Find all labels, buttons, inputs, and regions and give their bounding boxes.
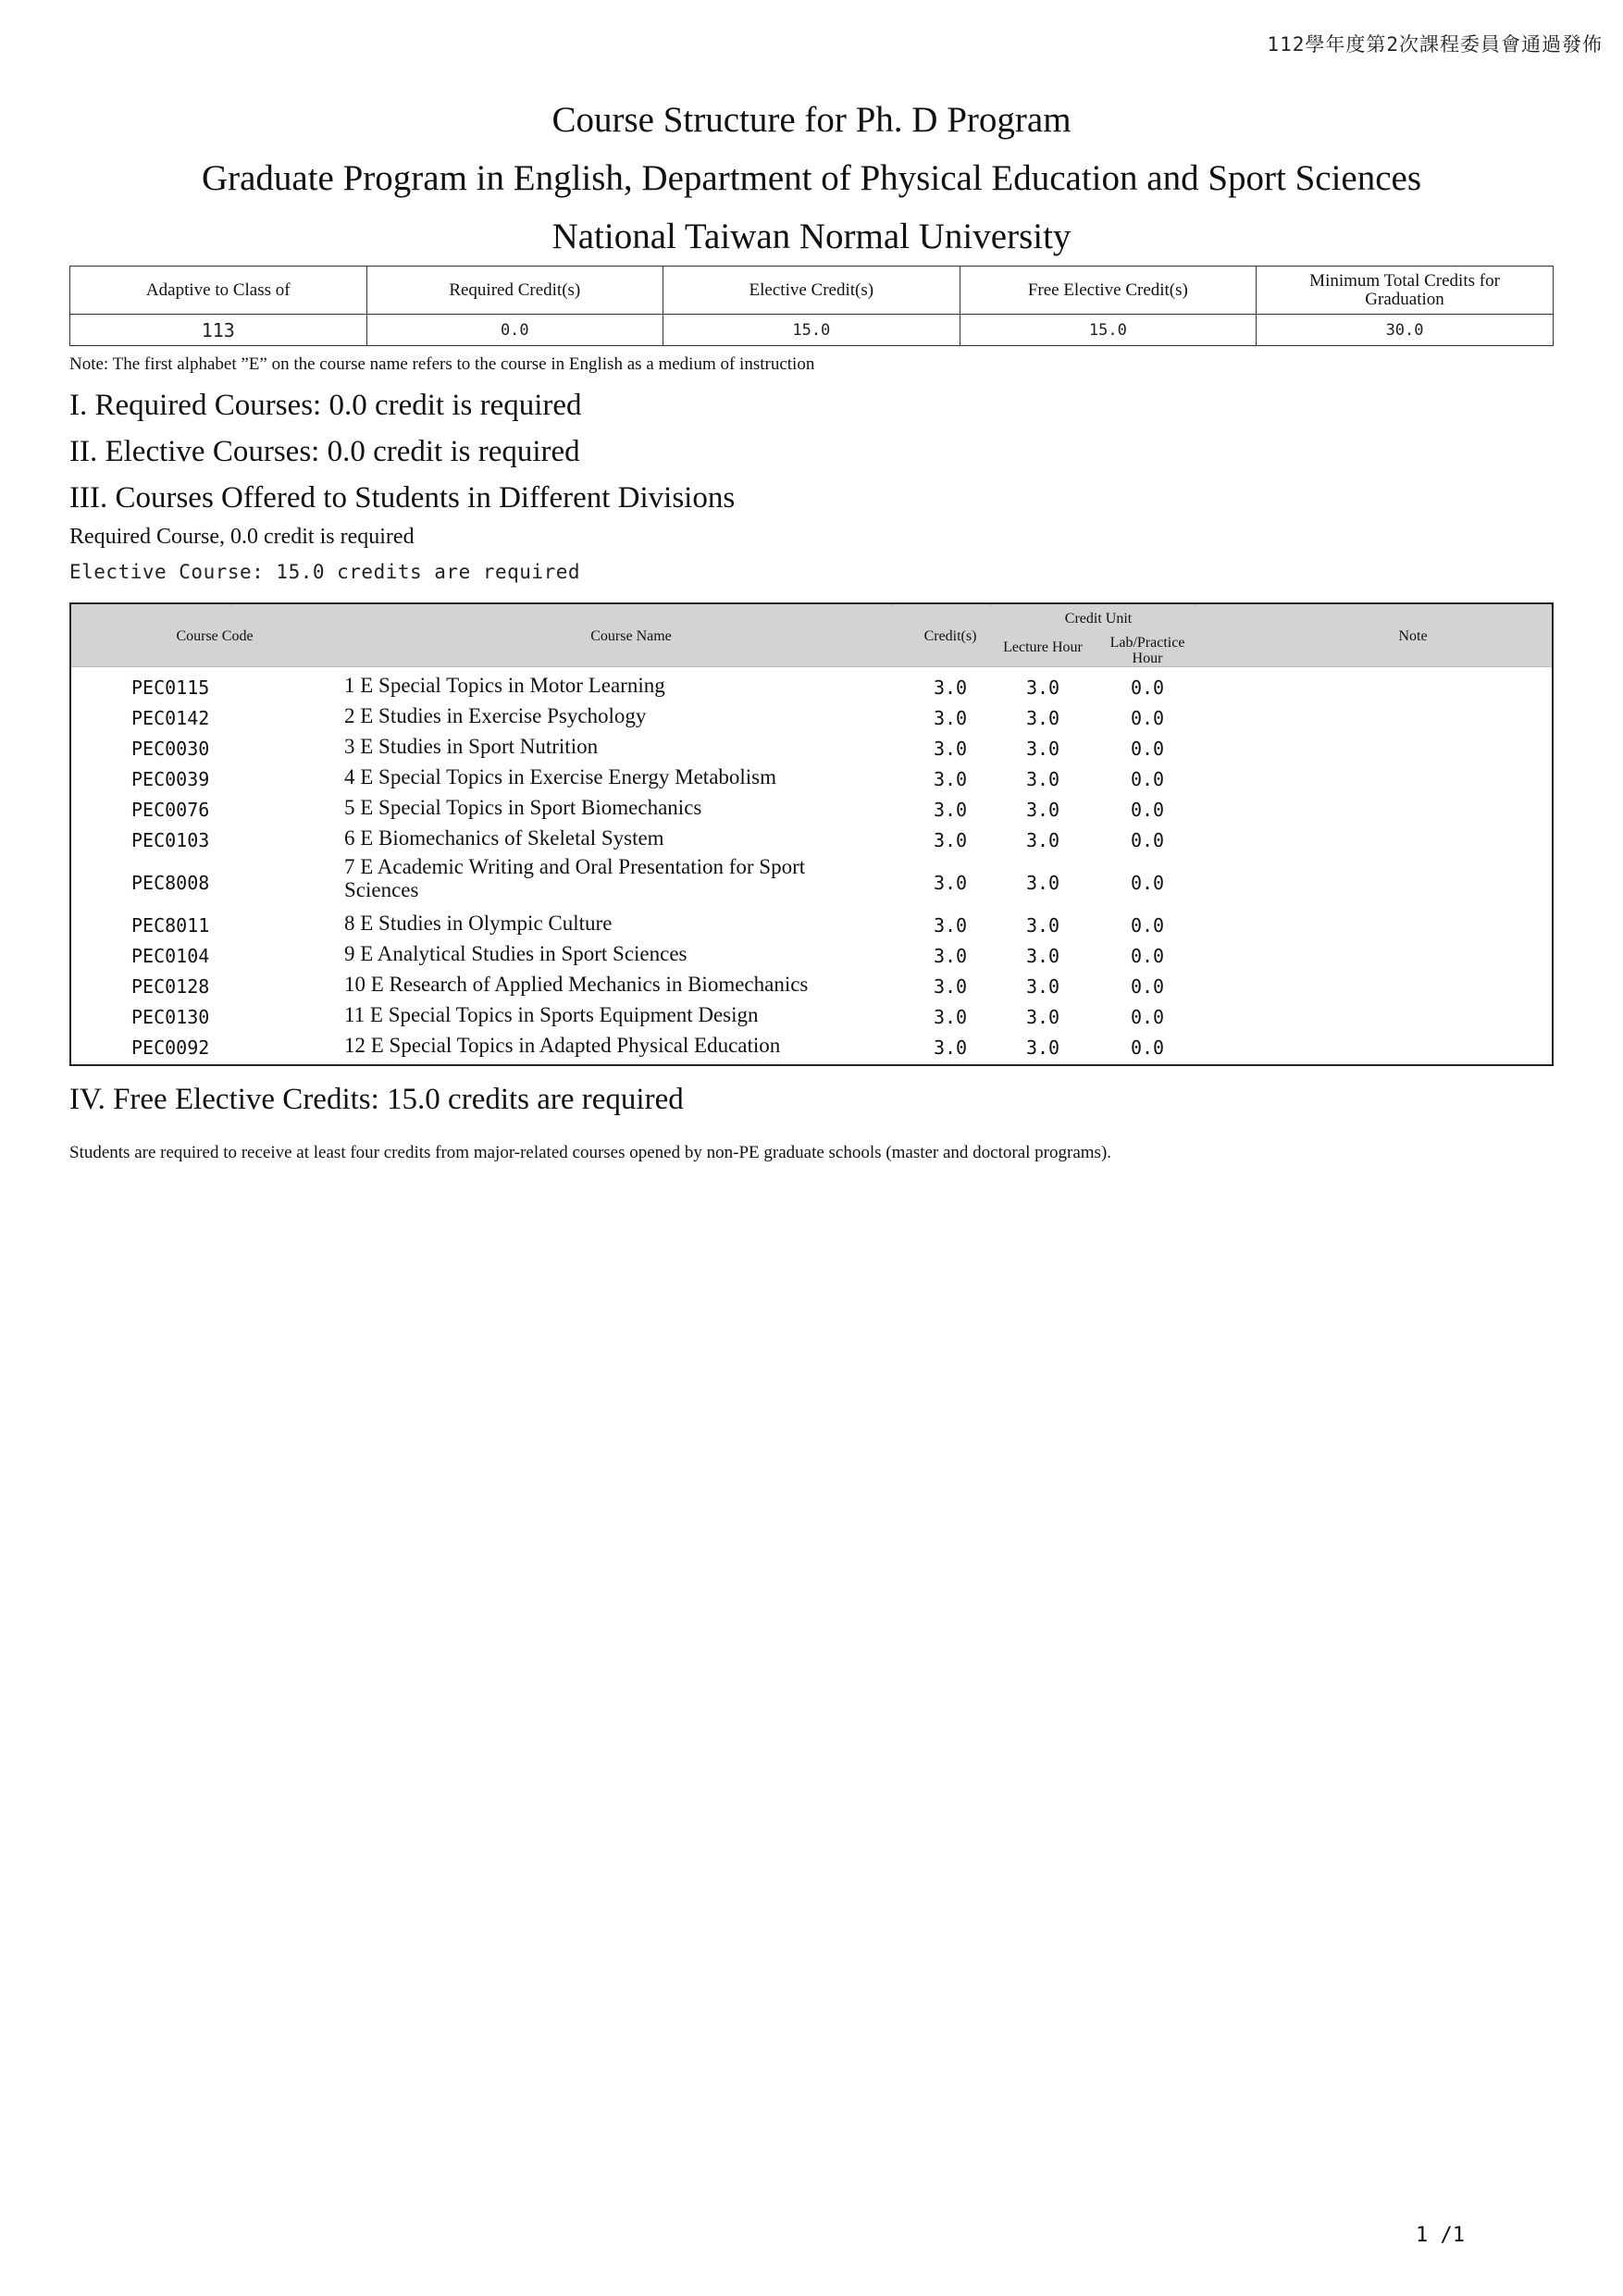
division-elective-course: Elective Course: 15.0 credits are required bbox=[69, 561, 581, 583]
course-lecture-hour: 3.0 bbox=[1025, 738, 1060, 760]
course-code: PEC0115 bbox=[131, 676, 210, 699]
summary-header-minimum-total bbox=[1257, 267, 1554, 315]
header-divider bbox=[990, 604, 991, 608]
division-required-course: Required Course, 0.0 credit is required bbox=[69, 525, 415, 549]
course-code: PEC0130 bbox=[131, 1006, 210, 1028]
course-credits: 3.0 bbox=[933, 738, 968, 760]
header-credit-unit: Credit Unit bbox=[1064, 611, 1133, 627]
course-lecture-hour: 3.0 bbox=[1025, 768, 1060, 790]
course-credits: 3.0 bbox=[933, 975, 968, 998]
course-credits: 3.0 bbox=[933, 768, 968, 790]
course-lecture-hour: 3.0 bbox=[1025, 829, 1060, 851]
course-lecture-hour: 3.0 bbox=[1025, 975, 1060, 998]
page-number: 1 /1 bbox=[1416, 2224, 1465, 2247]
summary-header-free-elective: Free Elective Credit(s) bbox=[960, 267, 1257, 315]
header-lab-hour: Lab/Practice Hour bbox=[1109, 635, 1185, 666]
course-name: 6 E Biomechanics of Skeletal System bbox=[344, 826, 664, 850]
course-lab-hour: 0.0 bbox=[1130, 975, 1165, 998]
summary-header-minimum-total-text: Minimum Total Credits for Graduation bbox=[1309, 270, 1500, 309]
course-code: PEC0039 bbox=[131, 768, 210, 790]
summary-value-minimum-total: 30.0 bbox=[1257, 315, 1554, 346]
course-credits: 3.0 bbox=[933, 707, 968, 729]
course-lecture-hour: 3.0 bbox=[1025, 945, 1060, 967]
course-name: 5 E Special Topics in Sport Biomechanics bbox=[344, 796, 702, 819]
course-name: 9 E Analytical Studies in Sport Sciences bbox=[344, 942, 688, 965]
program-title: Course Structure for Ph. D Program bbox=[551, 100, 1072, 140]
summary-value-required: 0.0 bbox=[366, 315, 663, 346]
section-elective-courses: II. Elective Courses: 0.0 credit is required bbox=[69, 435, 580, 468]
summary-header-elective: Elective Credit(s) bbox=[663, 267, 960, 315]
summary-value-free-elective: 15.0 bbox=[960, 315, 1257, 346]
course-lab-hour: 0.0 bbox=[1130, 676, 1165, 699]
course-name: 2 E Studies in Exercise Psychology bbox=[344, 704, 647, 727]
free-elective-note: Students are required to receive at least four credits from major-related courses opened by non-PE graduate schools (master and doctoral programs). bbox=[69, 1143, 1112, 1162]
course-lab-hour: 0.0 bbox=[1130, 1006, 1165, 1028]
course-credits: 3.0 bbox=[933, 914, 968, 937]
header-divider bbox=[891, 604, 892, 608]
header-divider bbox=[230, 604, 231, 608]
course-lab-hour: 0.0 bbox=[1130, 799, 1165, 821]
course-name: 12 E Special Topics in Adapted Physical Education bbox=[344, 1034, 781, 1057]
course-credits: 3.0 bbox=[933, 1036, 968, 1059]
course-credits: 3.0 bbox=[933, 872, 968, 894]
course-code: PEC0030 bbox=[131, 738, 210, 760]
summary-value-class: 113 bbox=[70, 315, 367, 346]
header-course-name: Course Name bbox=[590, 628, 672, 644]
course-credits: 3.0 bbox=[933, 799, 968, 821]
course-credits: 3.0 bbox=[933, 1006, 968, 1028]
course-lab-hour: 0.0 bbox=[1130, 914, 1165, 937]
header-lecture-hour: Lecture Hour bbox=[1003, 639, 1083, 655]
course-lecture-hour: 3.0 bbox=[1025, 676, 1060, 699]
course-code: PEC8008 bbox=[131, 872, 210, 894]
course-code: PEC0128 bbox=[131, 975, 210, 998]
course-lab-hour: 0.0 bbox=[1130, 707, 1165, 729]
committee-approval-note: 112學年度第2次課程委員會通過發佈 bbox=[1267, 33, 1603, 56]
course-lecture-hour: 3.0 bbox=[1025, 1006, 1060, 1028]
course-code: PEC8011 bbox=[131, 914, 210, 937]
course-lecture-hour: 3.0 bbox=[1025, 872, 1060, 894]
course-lecture-hour: 3.0 bbox=[1025, 914, 1060, 937]
course-name: 11 E Special Topics in Sports Equipment Design bbox=[344, 1003, 759, 1026]
header-note: Note bbox=[1398, 628, 1428, 644]
course-name: 7 E Academic Writing and Oral Presentation for Sport Sciences bbox=[344, 855, 806, 901]
credit-summary-table bbox=[69, 266, 1554, 346]
course-name: 3 E Studies in Sport Nutrition bbox=[344, 735, 599, 758]
course-lab-hour: 0.0 bbox=[1130, 872, 1165, 894]
course-lab-hour: 0.0 bbox=[1130, 1036, 1165, 1059]
summary-header-required: Required Credit(s) bbox=[366, 267, 663, 315]
section-free-elective: IV. Free Elective Credits: 15.0 credits are required bbox=[69, 1083, 684, 1116]
course-name: 1 E Special Topics in Motor Learning bbox=[344, 674, 665, 697]
course-credits: 3.0 bbox=[933, 829, 968, 851]
course-table bbox=[69, 602, 1554, 1066]
header-divider bbox=[1551, 604, 1552, 608]
summary-header-class: Adaptive to Class of bbox=[70, 267, 367, 315]
header-divider bbox=[1195, 604, 1196, 608]
header-credits: Credit(s) bbox=[923, 628, 977, 644]
course-name: 10 E Research of Applied Mechanics in Biomechanics bbox=[344, 973, 809, 996]
course-credits: 3.0 bbox=[933, 676, 968, 699]
course-code: PEC0092 bbox=[131, 1036, 210, 1059]
course-credits: 3.0 bbox=[933, 945, 968, 967]
course-table-header bbox=[71, 604, 1552, 667]
course-lab-hour: 0.0 bbox=[1130, 738, 1165, 760]
course-code: PEC0142 bbox=[131, 707, 210, 729]
course-lab-hour: 0.0 bbox=[1130, 945, 1165, 967]
medium-of-instruction-note: Note: The first alphabet ”E” on the course name refers to the course in English as a medium of instruction bbox=[69, 354, 815, 374]
course-code: PEC0076 bbox=[131, 799, 210, 821]
course-lecture-hour: 3.0 bbox=[1025, 1036, 1060, 1059]
course-lab-hour: 0.0 bbox=[1130, 768, 1165, 790]
document-titles bbox=[0, 91, 1623, 266]
department-title: Graduate Program in English, Department of Physical Education and Sport Sciences bbox=[201, 158, 1422, 198]
course-name: 8 E Studies in Olympic Culture bbox=[344, 912, 613, 935]
header-course-code: Course Code bbox=[176, 628, 254, 644]
summary-value-elective: 15.0 bbox=[663, 315, 960, 346]
course-code: PEC0104 bbox=[131, 945, 210, 967]
course-name: 4 E Special Topics in Exercise Energy Metabolism bbox=[344, 765, 777, 788]
course-code: PEC0103 bbox=[131, 829, 210, 851]
course-lecture-hour: 3.0 bbox=[1025, 707, 1060, 729]
section-required-courses: I. Required Courses: 0.0 credit is required bbox=[69, 389, 582, 422]
course-lecture-hour: 3.0 bbox=[1025, 799, 1060, 821]
university-title: National Taiwan Normal University bbox=[551, 217, 1072, 256]
section-division-courses: III. Courses Offered to Students in Different Divisions bbox=[69, 481, 736, 515]
course-lab-hour: 0.0 bbox=[1130, 829, 1165, 851]
